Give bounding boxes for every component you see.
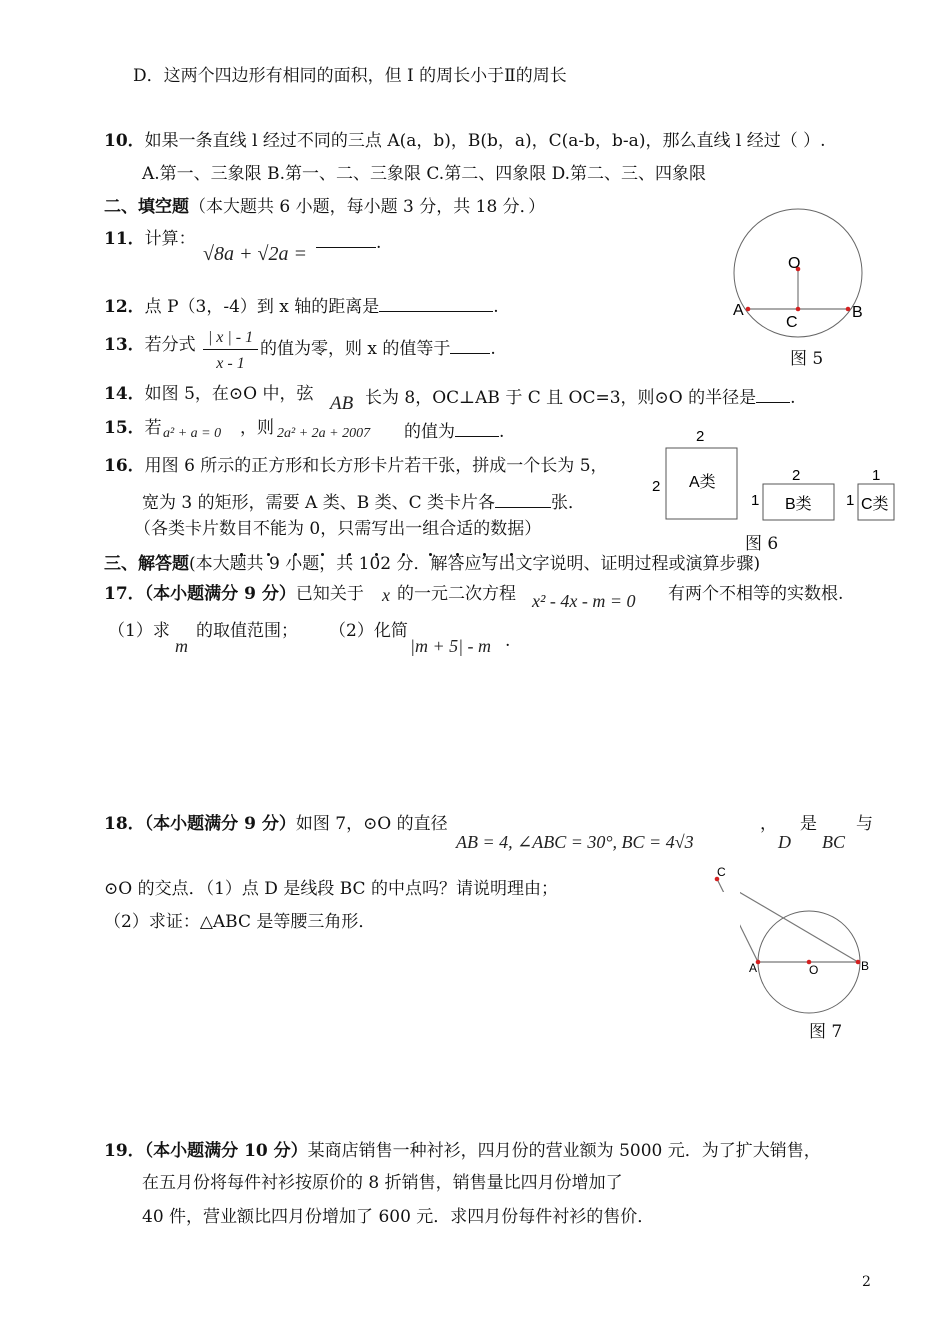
q16-line1-text: 用图 6 所示的正方形和长方形卡片若干张，拼成一个长为 5， [144, 456, 608, 476]
q16-blank [495, 491, 551, 508]
q12-blank [379, 295, 493, 312]
q12-stem: 12．点 P（3，-4）到 x 轴的距离是 . [104, 297, 499, 317]
fig5-caption: 图 5 [790, 349, 824, 369]
q19-line1: 某商店销售一种衬衫，四月份的营业额为 5000 元．为了扩大销售， [307, 1141, 821, 1161]
q15-blank [455, 420, 499, 437]
q14-stem: 14．如图 5，在⊙O 中，弦 [104, 384, 314, 404]
q17-equation: x² - 4x - m = 0 [532, 591, 636, 611]
q19-line2: 在五月份将每件衬衫按原价的 8 折销售，销售量比四月份增加了 [142, 1173, 623, 1193]
q10-text: 如果一条直线 l 经过不同的三点 A(a，b)，B(b，a)，C(a-b，b-a)，那么直线 l 经过（ ）. [144, 131, 826, 151]
q13-blank [450, 337, 490, 354]
q17-text2: 的一元二次方程 [397, 584, 516, 604]
q16-line3: （各类卡片数目不能为 0，只需写出一组合适的数据） [134, 519, 542, 539]
fig6-caption: 图 6 [745, 534, 779, 554]
q15-pre: 若 [144, 418, 162, 438]
section-2-heading [104, 199, 545, 216]
q18-text: 如图 7，⊙O 的直径 [295, 814, 448, 834]
q18-stem: 18．（本小题满分 9 分）如图 7，⊙O 的直径 [104, 814, 448, 834]
q17-part2-expression: |m + 5| - m [410, 636, 492, 656]
fig6-a-side: 2 [652, 478, 661, 495]
q15-condition: a² + a = 0 [163, 426, 222, 441]
q17-head: （本小题满分 9 分） [144, 584, 296, 604]
fig6-b-label: B类 [785, 496, 812, 513]
section-3-title: 三、解答题 [104, 554, 189, 574]
q18-head: （本小题满分 9 分） [144, 814, 296, 834]
q15-expression: 2a² + 2a + 2007 [277, 426, 371, 441]
q10-options: A.第一、三象限 B.第一、二、三象限 C.第二、四象限 D.第二、三、四象限 [142, 164, 707, 184]
q17-part2-tail: . [505, 631, 511, 651]
q17-part1-variable: m [175, 636, 188, 656]
q11-number: 11 [104, 229, 128, 249]
q19-number: 19 [104, 1141, 128, 1161]
q17-part1-tail: 的取值范围； [196, 621, 298, 641]
fig7-label-a: A [749, 961, 758, 975]
fig6-c-label: C类 [861, 496, 889, 513]
q18-is: 是 [800, 814, 817, 834]
q14-chord: AB [330, 393, 354, 414]
q13-denominator: x - 1 [216, 355, 245, 372]
q18-line2: ⊙O 的交点．（1）点 D 是线段 BC 的中点吗？请说明理由； [104, 879, 558, 899]
q18-segment-bc: BC [822, 832, 846, 852]
q17-part2: （2）化简 [329, 621, 408, 641]
q11-text: 计算： [144, 229, 196, 249]
q9-option-d: D．这两个四边形有相同的面积，但 I 的周长小于Ⅱ的周长 [133, 66, 567, 86]
q17-variable: x [382, 585, 390, 605]
q15-number: 15 [104, 418, 128, 438]
q13-number: 13 [104, 335, 128, 355]
section-3-desc: (本大题共 9 小题，共 102 分．解答应写出文字说明、证明过程或演算步骤) [189, 554, 761, 574]
q14-post: 长为 8，OC⊥AB 于 C 且 OC=3，则⊙O 的半径是 [365, 388, 757, 408]
page-number: 2 [862, 1274, 871, 1290]
fig5-point-a [746, 307, 751, 312]
q15-stem: 15．若 [104, 418, 162, 438]
q10-stem: 10．如果一条直线 l 经过不同的三点 A(a，b)，B(b，a)，C(a-b，b-a)，那么直线 l 经过（ ）. [104, 131, 826, 151]
q13-pre: 若分式 [144, 335, 196, 355]
q19-line3: 40 件，营业额比四月份增加了 600 元．求四月份每件衬衫的售价． [142, 1207, 655, 1227]
q17-text3: 有两个不相等的实数根. [668, 584, 844, 604]
q12-number: 12 [104, 297, 128, 317]
fig5-point-b [846, 307, 851, 312]
q17-part1: （1）求 [108, 621, 170, 641]
fig6-c-top: 1 [872, 467, 881, 484]
q15-mid: ，则 [240, 418, 274, 438]
q11-stem: 11．计算： [104, 229, 196, 249]
fig6-a-top: 2 [696, 428, 705, 445]
q18-line3: （2）求证：△ABC 是等腰三角形． [104, 912, 376, 932]
fig6-a-label: A类 [689, 474, 716, 491]
fig7-label-c: C [717, 865, 726, 879]
q18-point-d: D [778, 832, 791, 852]
q14-blank [756, 386, 790, 403]
section-3-heading [104, 556, 760, 573]
fig5-label-a: A [733, 302, 744, 319]
q17-stem: 17．（本小题满分 9 分）已知关于 [104, 584, 364, 604]
fig5-label-o: O [788, 255, 801, 272]
fig7-label-b: B [861, 959, 870, 973]
section-2-title: 二、填空题 [104, 197, 189, 217]
q17-number: 17 [104, 584, 128, 604]
q16-line2-text: 宽为 3 的矩形，需要 A 类、B 类、C 类卡片各 [142, 493, 496, 513]
q15-post: 的值为 [404, 422, 455, 442]
fig6-c-side: 1 [846, 492, 855, 509]
section-2-desc: （本大题共 6 小题，每小题 3 分，共 18 分．） [189, 197, 546, 217]
q11-expression: √8a + √2a = [203, 243, 307, 265]
q19-head: （本小题满分 10 分） [144, 1141, 308, 1161]
q13-post: 的值为零，则 x 的值等于 [260, 339, 451, 359]
q11-blank [316, 231, 376, 248]
figure-6 [640, 425, 905, 525]
fig5-label-b: B [852, 304, 863, 321]
q16-number: 16 [104, 456, 128, 476]
q13-tail: 的值为零，则 x 的值等于 . [260, 339, 496, 359]
q16-line1: 16．用图 6 所示的正方形和长方形卡片若干张，拼成一个长为 5， [104, 456, 608, 476]
fig5-label-c: C [786, 314, 798, 331]
fig6-b-top: 2 [792, 467, 801, 484]
figure-7-top [705, 862, 765, 892]
q18-sep: ， [760, 814, 777, 834]
fig7-caption: 图 7 [809, 1022, 843, 1042]
q14-pre: 如图 5，在⊙O 中，弦 [144, 384, 314, 404]
q12-text: 点 P（3，-4）到 x 轴的距离是 [144, 297, 380, 317]
fig7-label-o: O [809, 963, 819, 977]
q13-numerator: | x | - 1 [203, 330, 258, 350]
q18-with: 与 [856, 814, 873, 834]
fig6-b-side: 1 [751, 492, 760, 509]
q11-answer-line: . [316, 231, 381, 252]
fig7-point-b [856, 960, 861, 965]
q14-number: 14 [104, 384, 128, 404]
fig5-point-c [796, 307, 801, 312]
q13-stem: 13．若分式 [104, 335, 196, 355]
q15-tail: 的值为 . [404, 422, 505, 442]
q18-given: AB = 4, ∠ABC = 30°, BC = 4√3 [456, 832, 694, 852]
q14-tail: 长为 8，OC⊥AB 于 C 且 OC=3，则⊙O 的半径是 . [365, 388, 796, 408]
q16-line2: 宽为 3 的矩形，需要 A 类、B 类、C 类卡片各 张． [142, 493, 586, 513]
q10-number: 10 [104, 131, 128, 151]
q19-stem: 19．（本小题满分 10 分）某商店销售一种衬衫，四月份的营业额为 5000 元．为了扩大销售， [104, 1141, 821, 1161]
q18-number: 18 [104, 814, 128, 834]
q17-text: 已知关于 [295, 584, 364, 604]
